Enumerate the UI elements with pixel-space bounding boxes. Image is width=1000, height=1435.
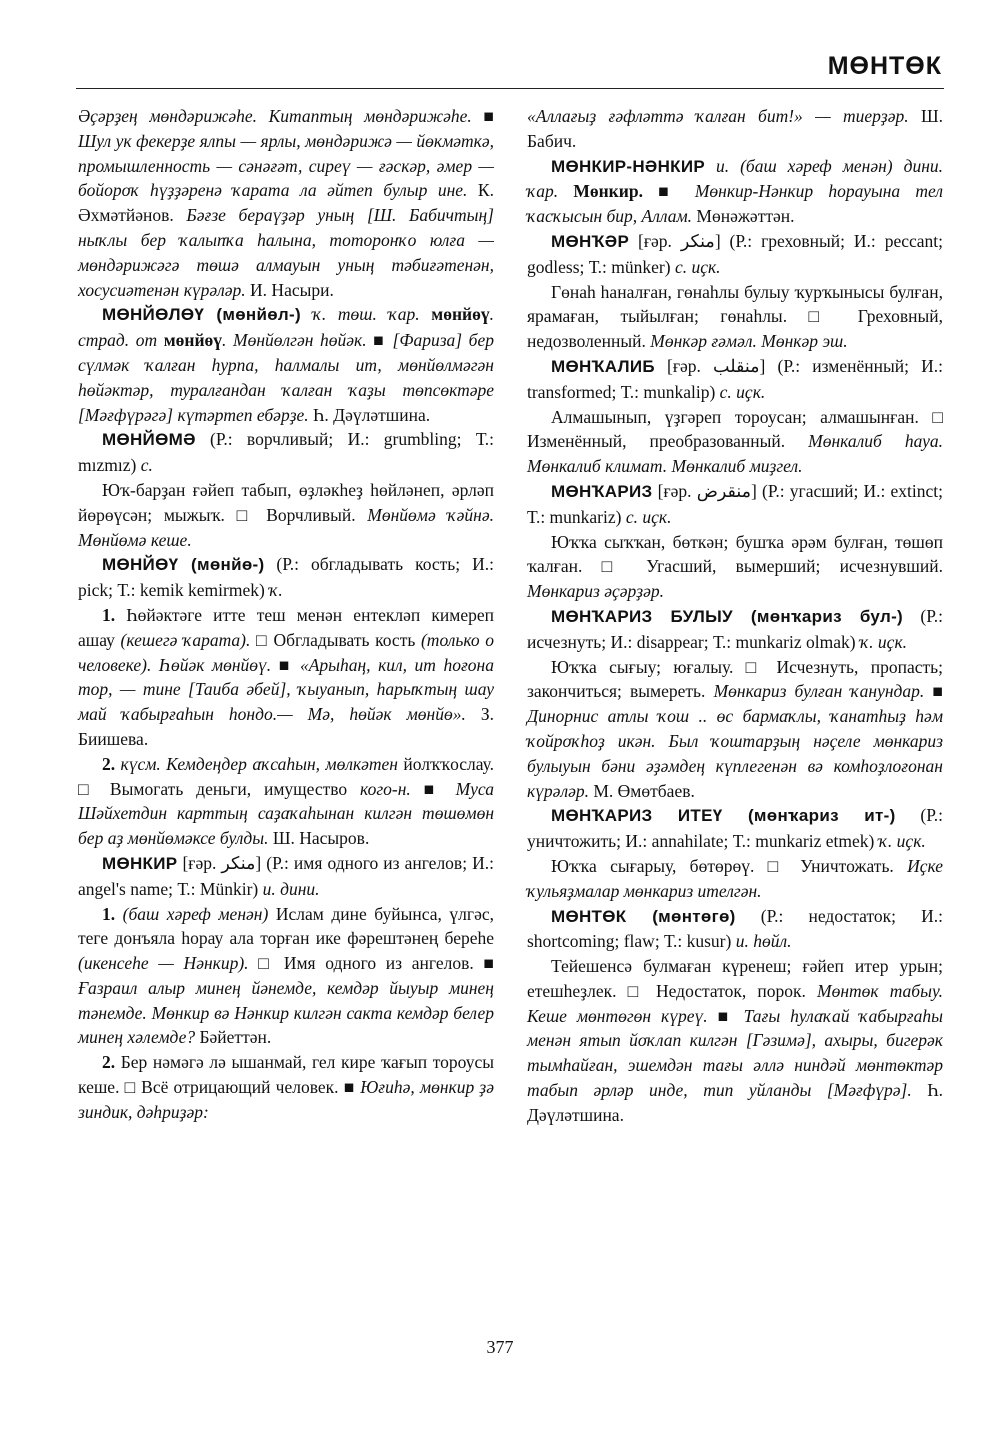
text-run: (Р.: недостаток; И.: shortcoming; flaw; Т.: kusur) — [527, 905, 943, 952]
dictionary-paragraph — [527, 154, 943, 229]
italic-text: Әҫәрҙең мөндәрижәһе. Китаптың мөндәрижәһе. ■ Шул ук фекерҙе ялпы — ярлы, мөндәрижә — йөкмәткә, промышленность — сәнәғәт, сиреү — ғәскәр, әмер — бойороҡ һүҙҙәренә ҡарата ла әйтеп булыр ине. — [78, 106, 494, 201]
dictionary-paragraph — [527, 229, 943, 280]
italic-text: Мөнйөмә ҡәйнә. Мөнйөмә кеше. — [78, 504, 495, 550]
italic-text: ҡ. иҫк. — [878, 831, 926, 852]
dictionary-paragraph — [527, 530, 943, 604]
italic-text: Мөнкариз әҫәрҙәр. — [527, 581, 664, 602]
text-run: Ш. Бабич. — [527, 106, 943, 151]
text-run: (Р.: исчезнуть; И.: disappear; Т.: munkariz olmak) — [527, 605, 943, 652]
dictionary-paragraph — [78, 851, 494, 902]
bold-reference: мөнйөү — [163, 330, 223, 351]
dictionary-paragraph — [78, 752, 494, 851]
text-run: (Р.: уничтожить; И.: annahilate; Т.: munkariz etmek) — [527, 805, 943, 852]
italic-text: ҡ. — [269, 580, 283, 601]
italic-text: Бәғзе бераүҙәр уның [Ш. Бабичтың] ныҡлы бер ҡалыпҡа һалына, тоторонҡо юлға — мөндәрижәгә төшә алмауын уның тәбиғәтенән, хосусиәтенән күрәләр. — [78, 205, 494, 300]
dictionary-paragraph — [527, 803, 943, 854]
text-run: Ислам дине буйынса, үлгәс, теге донъяла һорау ала торған ике фәрештәнең береһе — [78, 903, 494, 949]
dictionary-paragraph — [527, 655, 943, 804]
headword: МӨНЙӨЛӨҮ (мөнйөл-) — [102, 305, 301, 325]
text-run: [ғәр. منكر] (Р.: греховный; И.: peccant; godless; Т.: münker) — [527, 230, 943, 277]
dictionary-paragraph — [527, 904, 943, 955]
italic-text: . страд. от — [78, 304, 494, 351]
text-run: Юҡ-барҙан ғәйеп табып, өҙләкһеҙ һөйләнеп, әрләп йөрөүсән; мыжыҡ. □ Ворчливый. — [78, 479, 494, 525]
text-run: З. Биишева. — [78, 704, 494, 749]
text-run: Алмашынып, үҙгәреп тороусан; алмашынған. □ Изменённый, преобразованный. — [527, 406, 943, 452]
italic-text: Мөнкалиб һауа. Мөнкалиб климат. Мөнкалиб миҙгел. — [527, 431, 943, 477]
bold-reference: 2. — [102, 1052, 116, 1073]
dictionary-paragraph — [527, 354, 943, 405]
bold-reference: Мөнкир. — [573, 181, 643, 202]
dictionary-paragraph — [78, 552, 494, 603]
italic-text: с. иҫк. — [625, 506, 672, 527]
italic-text: ■ Юғиһә, мөнкир ҙә зиндик, дәһриҙәр: — [78, 1077, 495, 1122]
running-head: МӨНТӨК — [827, 52, 942, 80]
text-run: Юҡҡа сығыу; юғалыу. □ Исчезнуть, пропасть; закончиться; вымереть. — [527, 656, 943, 702]
italic-text: ҡ. төш. ҡар. — [300, 304, 432, 325]
headword: МӨНКИР-НӘНКИР — [551, 156, 705, 176]
text-run: Ш. Насыров. — [268, 828, 370, 849]
text-run: К. Әхмәтйәнов. — [78, 180, 494, 226]
text-run: Һ. Дәүләтшина. — [527, 1080, 944, 1125]
dictionary-paragraph — [78, 478, 494, 552]
headword: МӨНКИР — [102, 853, 178, 873]
text-run: Гөнаһ һаналған, гөнаһлы булыу ҡурҡынысы булған, ярамаған, тыйылған; гөнаһлы. □ Греховный, недозволенный. — [527, 281, 943, 352]
italic-text: «Аллағыҙ ғәфләттә ҡалған бит!» — тиерҙәр. — [527, 106, 909, 126]
left-column — [78, 104, 494, 1125]
italic-text: ■ Ғазраил алыр минең йәнемде, кемдәр йыуыр минең тәнемде. Мөнкир вә Нәнкир килгән сакта кемдәр белер минең хәлемде? — [78, 953, 494, 1048]
text-run: [ғәр. منقلب] (Р.: изменённый; И.: transformed; Т.: munkalip) — [527, 355, 943, 402]
italic-text: (кешегә ҡарата). — [120, 629, 251, 650]
headword: МӨНҠАРИЗ БУЛЫУ (мөнҡариз бул-) — [551, 606, 903, 626]
italic-text: . Мөнйөлгән һөйәк. ■ [Фариза] бер сүлмәк ҡалған һурпа, һалмалы ит, мөнйөлмәгән һөйәктәр, туралғандан ҡалған ҡаҙы төпсөктәре [Мәғфүрәгә] күтәртеп ебәрҙе. — [78, 330, 494, 425]
text-run: Һөйәктәге итте теш менән ентекләп кимереп ашау — [78, 604, 494, 650]
text-run — [115, 904, 123, 924]
dictionary-paragraph — [527, 854, 943, 904]
text-run: Юҡҡа сыҡҡан, бөткән; бушҡа әрәм булған, төшөп ҡалған. □ Угасший, вымерший; исчезнувший. — [527, 531, 943, 577]
dictionary-paragraph — [527, 479, 943, 530]
text-run: Һ. Дәүләтшина. — [308, 404, 431, 425]
text-run: йолҡҡослау. □ Вымогать деньги, имущество — [78, 753, 495, 799]
header-rule — [76, 88, 944, 89]
bold-reference: 1. — [102, 604, 116, 625]
dictionary-paragraph — [78, 302, 494, 427]
headword: МӨНҠАРИЗ ИТЕҮ (мөнҡариз ит-) — [551, 806, 896, 826]
text-run: Мөнәжәттән. — [692, 206, 795, 227]
bold-reference: 1. — [102, 903, 116, 924]
headword: МӨНЙӨҮ (мөнйө-) — [102, 555, 265, 575]
text-run: [ғәр. منقرض] (Р.: угасший; И.: extinct; Т.: munkariz) — [527, 480, 943, 527]
italic-text: с. иҫк. — [719, 381, 766, 402]
headword: МӨНҠАРИЗ — [551, 481, 653, 501]
italic-text: Иҫке ҡульяҙмалар мөнкариз ителгән. — [527, 855, 943, 901]
right-column — [527, 104, 943, 1128]
italic-text: ҡ. иҫк. — [859, 631, 908, 652]
dictionary-paragraph — [78, 1050, 494, 1124]
bold-reference: 2. — [102, 753, 116, 774]
italic-text: Мөнкәр ғәмәл. Мөнкәр эш. — [650, 331, 848, 352]
text-run: Тейешенсә булмаған күренеш; ғәйеп итер урын; етешһеҙлек. □ Недостаток, порок. — [527, 956, 943, 1001]
headword: МӨНҠӘР — [551, 231, 630, 251]
text-run: □ Обгладывать кость — [250, 629, 421, 650]
dictionary-paragraph — [527, 104, 943, 154]
dictionary-paragraph — [527, 405, 943, 479]
dictionary-paragraph — [78, 603, 494, 752]
page-number: 377 — [486, 1337, 514, 1357]
headword: МӨНТӨК (мөнтөгө) — [551, 906, 736, 926]
italic-text: с. иҫк. — [674, 256, 721, 277]
italic-text: (только о человеке). Һөйәк мөнйөү. ■ «Арыһаң, кил, ит һоғона тор, — тине [Таиба әбей], ҡыуанып, һарыҡтың шау май ҡабырғаһын һондо.— Мә, һөйәк мөнйө». — [78, 629, 495, 725]
dictionary-paragraph — [78, 104, 494, 302]
headword: МӨНҠАЛИБ — [551, 356, 655, 376]
text-run: Бәйеттән. — [195, 1027, 272, 1048]
italic-text: и. һөйл. — [735, 931, 792, 952]
italic-text: кого-н. ■ Муса Шәйхетдин карттың саҙаҡаһынан килгән төшөмөн бер аҙ мөнйөмәксе булды. — [78, 778, 494, 849]
bold-reference: мөнйөү — [431, 304, 490, 325]
text-run: (Р.: обгладывать кость; И.: pick; Т.: kemik kemirmek) — [78, 554, 494, 601]
text-run: (Р.: ворчливый; И.: grumbling; Т.: mızmız) — [78, 429, 494, 476]
italic-text: ■ Мөнкир-Нәнкир һорауына тел ҡасҡысын бир, Аллам. — [527, 181, 943, 227]
dictionary-paragraph — [527, 280, 943, 354]
text-run: □ Имя одного из ангелов. — [248, 953, 484, 974]
italic-text: и. дини. — [262, 878, 320, 899]
italic-text: (икенсеһе — Нәнкир). — [78, 953, 249, 974]
dictionary-paragraph — [527, 604, 943, 655]
dictionary-paragraph — [78, 427, 494, 478]
italic-text: с. — [140, 455, 153, 476]
italic-text: и. (баш хәреф менән) дини. ҡар. — [527, 155, 943, 202]
text-run: И. Насыри. — [245, 279, 334, 300]
italic-text: күсм. Кемдеңдер аҡсаһын, мөлкәтен — [120, 753, 398, 774]
italic-text: Мөнкариз булған ҡанундар. ■ Динорнис атлы ҡош .. өс бармаҡлы, ҡанатһыҙ һәм ҡойроҡһоҙ икән. Был ҡоштарҙың нәҫеле мөнкариз булыуын бәни әҙәмдең күплегенән вә комһоҙлоғонан күрәләр. — [527, 681, 943, 801]
dictionary-paragraph — [527, 954, 943, 1128]
headword: МӨНЙӨМӘ — [102, 430, 196, 450]
italic-text: Мөнтөк табыу. Кеше мөнтөгөн күреү. ■ Тағы һулаҡай ҡабырғаһы менән ятып йоҡлап килгән [Гәзимә], ахыры, бигерәк тымһайған, эшемдән тағы әллә ниндәй мөнтөктәр табып әрләр инде, тип уйланды [Мәғфүрә]. — [527, 980, 943, 1101]
text-run: Бер нәмәгә лә ышанмай, гел кире ҡағып тороусы кеше. □ Всё отрицающий человек. — [78, 1052, 494, 1098]
dictionary-paragraph — [78, 902, 494, 1051]
text-run: [ғәр. منكر] (Р.: имя одного из ангелов; И.: angel's name; Т.: Münkir) — [78, 852, 494, 899]
text-run: М. Өмөтбаев. — [588, 780, 695, 801]
italic-text: (баш хәреф менән) — [122, 903, 269, 924]
text-run: Юҡҡа сығарыу, бөтөрөү. □ Уничтожать. — [551, 855, 908, 876]
